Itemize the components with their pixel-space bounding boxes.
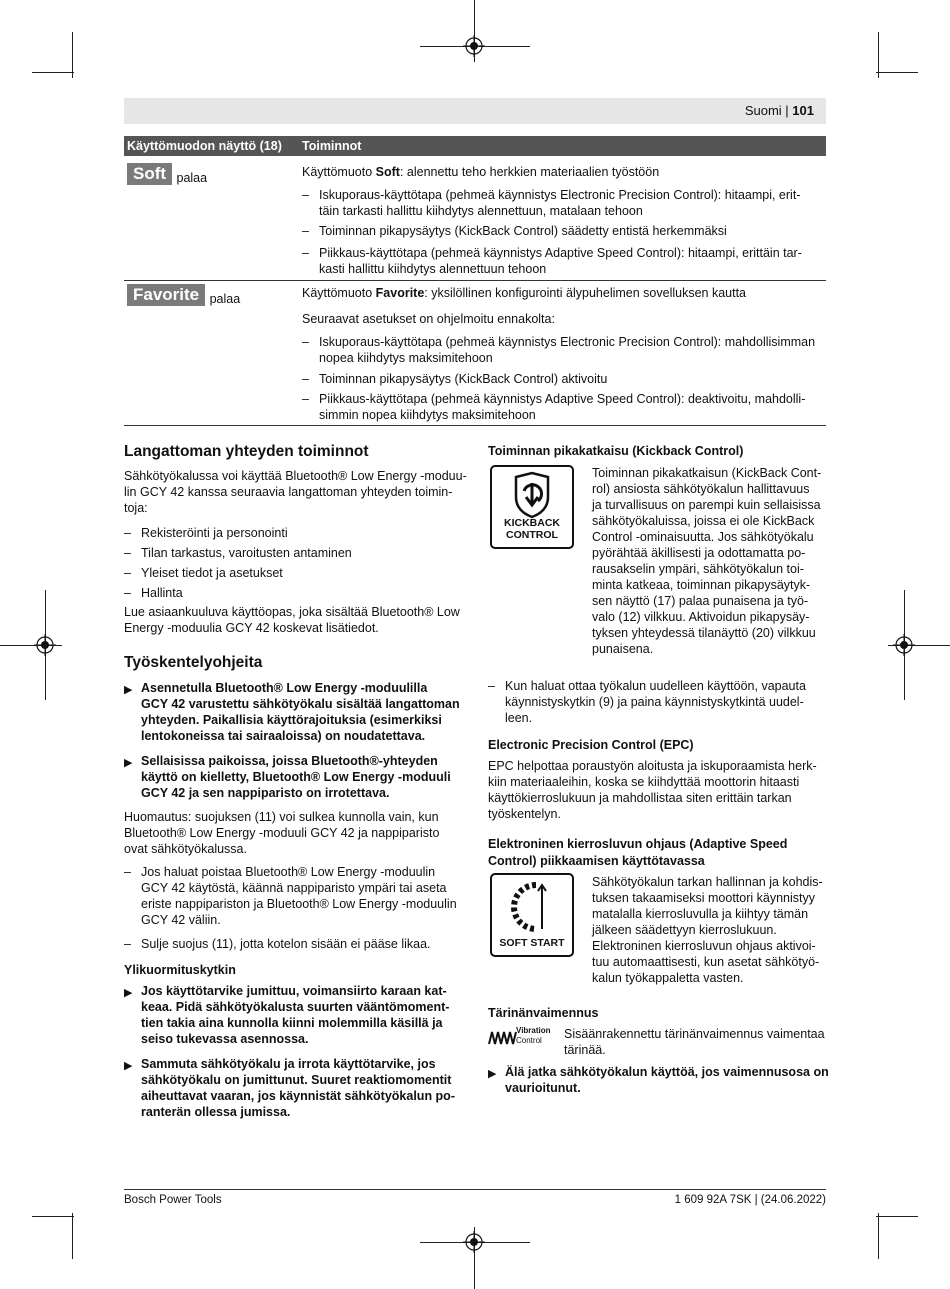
warning-arrow-icon: ▶ — [124, 684, 133, 696]
wireless-paragraph: Sähkötyökalussa voi käyttää Bluetooth® Low Energy -moduu- lin GCY 42 kanssa seuraavia langattoman yhteyden toimin- toja: — [124, 469, 467, 515]
warning-4: Sammuta sähkötyökalu ja irrota käyttötarvike, jos sähkötyökalu on jumittunut. Suuret reaktiomomentit aiheuttavat vaaran, jos käynnistät sähkötyökalun po- ranterän ollessa jumissa. — [141, 1057, 455, 1119]
soft-bullet-1: Iskuporaus-käyttötapa (pehmeä käynnistys Electronic Precision Control): hitaampi, erit- täin tarkasti hallittu kiihdytys alennettuun, matalaan tehoon — [319, 188, 801, 218]
soft-intro: Käyttömuoto Soft: alennettu teho herkkien materiaalien työstöön — [302, 165, 660, 179]
note-paragraph: Huomautus: suojuksen (11) voi sulkea kunnolla vain, kun Bluetooth® Low Energy -moduuli GCY 42 ja nappiparisto ovat sähkötyökalussa. — [124, 810, 440, 856]
warning-2: Sellaisissa paikoissa, joissa Bluetooth®-yhteyden käyttö on kielletty, Bluetooth® Low Energy -moduuli GCY 42 ja sen nappiparisto on irrotettava. — [141, 754, 451, 800]
footer-rule — [124, 1189, 826, 1190]
mode-badge-soft-cell — [127, 163, 207, 185]
footer-left: Bosch Power Tools — [124, 1194, 222, 1206]
wireless-list-item: Hallinta — [141, 586, 183, 600]
mode-badge-favorite-cell — [127, 284, 240, 306]
epc-text: EPC helpottaa poraustyön aloitusta ja iskuporaamista herk- kiin materiaaleihin, koska se kiihdyttää moottorin hitaasti käyttökierroslukuun ja mahdollistaa siten erittäin tarkan työskentelyn. — [488, 759, 817, 821]
favorite-bullet-3: Piikkaus-käyttötapa (pehmeä käynnistys Adaptive Speed Control): deaktivoitu, mahdolli- simmin nopea kiihdytys maksimitehoon — [319, 392, 806, 422]
overload-title: Ylikuormituskytkin — [124, 963, 236, 977]
epc-title: Electronic Precision Control (EPC) — [488, 738, 694, 752]
kickback-text: Toiminnan pikakatkaisun (KickBack Cont- rol) ansiosta sähkötyökalun hallittavuus ja turvallisuus on parempi kuin sellaisissa sähkötyökaluissa, joissa ei ole KickBack Control -ominaisuutta. Jos sähkötyökalu pyörähtää äkillisesti ja odottamatta po- rausakselin ympäri, sähkötyökalun toi- minta katkeaa, toiminnan pikapysäytyk- sen näyttö (17) palaa punaisena ja työ- valo (12) vilkkuu. Aktivoidun pikapysäy- tyksen yhteydessä tilanäyttö (20) vilkkuu punaisena. — [592, 466, 822, 656]
work-title: Työskentelyohjeita — [124, 654, 263, 671]
mode-badge-soft: Soft — [127, 163, 172, 185]
asc-title: Elektroninen kierrosluvun ohjaus (Adaptive Speed Control) piikkaamisen käyttötavassa — [488, 837, 788, 868]
favorite-sub: Seuraavat asetukset on ohjelmoitu ennakolta: — [302, 312, 555, 326]
asc-text: Sähkötyökalun tarkan hallinnan ja kohdis- tuksen takaamiseksi moottori käynnistyy matalalla kierrosluvulla ja kiihtyy tämän jälkeen säädettyyn kierroslukuun. Elektroninen kierrosluvun ohjaus aktivoi- tuu automaattisesti, kun asetat sähkötyö- kalun työkappaletta vasten. — [592, 875, 823, 985]
crop-mark — [32, 1216, 74, 1217]
page-number: 101 — [792, 103, 814, 118]
crop-mark — [876, 1216, 918, 1217]
registration-mark-icon — [463, 35, 485, 57]
table-col2-header: Toiminnot — [302, 139, 362, 153]
vibration-text: Sisäänrakennettu tärinänvaimennus vaimentaa tärinää. — [564, 1027, 825, 1057]
crop-mark — [72, 1213, 73, 1259]
table-divider — [124, 280, 826, 281]
warning-5: Älä jatka sähkötyökalun käyttöä, jos vaimennusosa on vaurioitunut. — [505, 1065, 829, 1095]
wireless-paragraph-2: Lue asiaankuuluva käyttöopas, joka sisältää Bluetooth® Low Energy -moduulia GCY 42 koskevat lisätiedot. — [124, 605, 460, 635]
favorite-bullet-2: Toiminnan pikapysäytys (KickBack Control) aktivoitu — [319, 372, 608, 386]
wireless-list-item: Rekisteröinti ja personointi — [141, 526, 288, 540]
note-list-item: Sulje suojus (11), jotta kotelon sisään ei pääse likaa. — [141, 937, 431, 951]
table-header — [124, 136, 826, 156]
crop-mark — [32, 72, 74, 73]
warning-arrow-icon: ▶ — [488, 1068, 497, 1080]
warning-arrow-icon: ▶ — [124, 757, 133, 769]
wireless-title: Langattoman yhteyden toiminnot — [124, 443, 369, 460]
soft-bullet-2: Toiminnan pikapysäytys (KickBack Control) säädetty entistä herkemmäksi — [319, 224, 727, 238]
crop-mark — [876, 72, 918, 73]
warning-1: Asennetulla Bluetooth® Low Energy -moduulilla GCY 42 varustettu sähkötyökalu sisältää langattoman yhteyden. Paikallisia käyttörajoituksia (esimerkiksi lentokoneissa tai sairaaloissa) on noudatettava. — [141, 681, 460, 743]
crop-mark — [878, 1213, 879, 1259]
kickback-list-item: Kun haluat ottaa työkalun uudelleen käyttöön, vapauta käynnistyskytkin (9) ja paina käynnistyskytkintä uudel- leen. — [505, 679, 806, 725]
kickback-control-icon: KICKBACK CONTROL — [490, 465, 574, 549]
favorite-bullet-1: Iskuporaus-käyttötapa (pehmeä käynnistys Electronic Precision Control): mahdollisimman nopea kiihdytys maksimitehoon — [319, 335, 816, 365]
header-language: Suomi — [744, 103, 782, 118]
wireless-list-item: Yleiset tiedot ja asetukset — [141, 566, 283, 580]
note-list-item: Jos haluat poistaa Bluetooth® Low Energy -moduulin GCY 42 käytöstä, käännä nappiparisto ympäri tai aseta eriste nappipariston ja Bluetooth® Low Energy -moduulin GCY 42 väliin. — [141, 865, 457, 927]
registration-mark-icon — [34, 634, 56, 656]
page-header: Suomi | 101 — [124, 98, 826, 124]
soft-start-icon: SOFT START — [490, 873, 574, 957]
wireless-list-item: Tilan tarkastus, varoitusten antaminen — [141, 546, 352, 560]
warning-arrow-icon: ▶ — [124, 1060, 133, 1072]
table-bottom-rule — [124, 425, 826, 426]
table-col1-header: Käyttömuodon näyttö (18) — [127, 139, 282, 153]
warning-arrow-icon: ▶ — [124, 987, 133, 999]
registration-mark-icon — [463, 1231, 485, 1253]
registration-mark-icon — [893, 634, 915, 656]
warning-3: Jos käyttötarvike jumittuu, voimansiirto karaan kat- keaa. Pidä sähkötyökalusta suurten vääntömoment- tien takia aina kunnolla kiinni molemmilla käsillä ja seiso tukevassa asennossa. — [141, 984, 450, 1046]
mode-badge-favorite: Favorite — [127, 284, 205, 306]
footer-right: 1 609 92A 7SK | (24.06.2022) — [674, 1194, 826, 1206]
soft-bullet-3: Piikkaus-käyttötapa (pehmeä käynnistys Adaptive Speed Control): hitaampi, erittäin tar- kasti hallittu kiihdytys alennettuun tehoon — [319, 246, 802, 276]
vibration-title: Tärinänvaimennus — [488, 1006, 599, 1020]
mode-state: palaa — [209, 292, 241, 306]
vibration-control-icon: Vibration Control — [488, 1026, 558, 1050]
favorite-intro: Käyttömuoto Favorite: yksilöllinen konfigurointi älypuhelimen sovelluksen kautta — [302, 286, 747, 300]
kickback-title: Toiminnan pikakatkaisu (Kickback Control) — [488, 444, 744, 458]
mode-state: palaa — [176, 171, 208, 185]
